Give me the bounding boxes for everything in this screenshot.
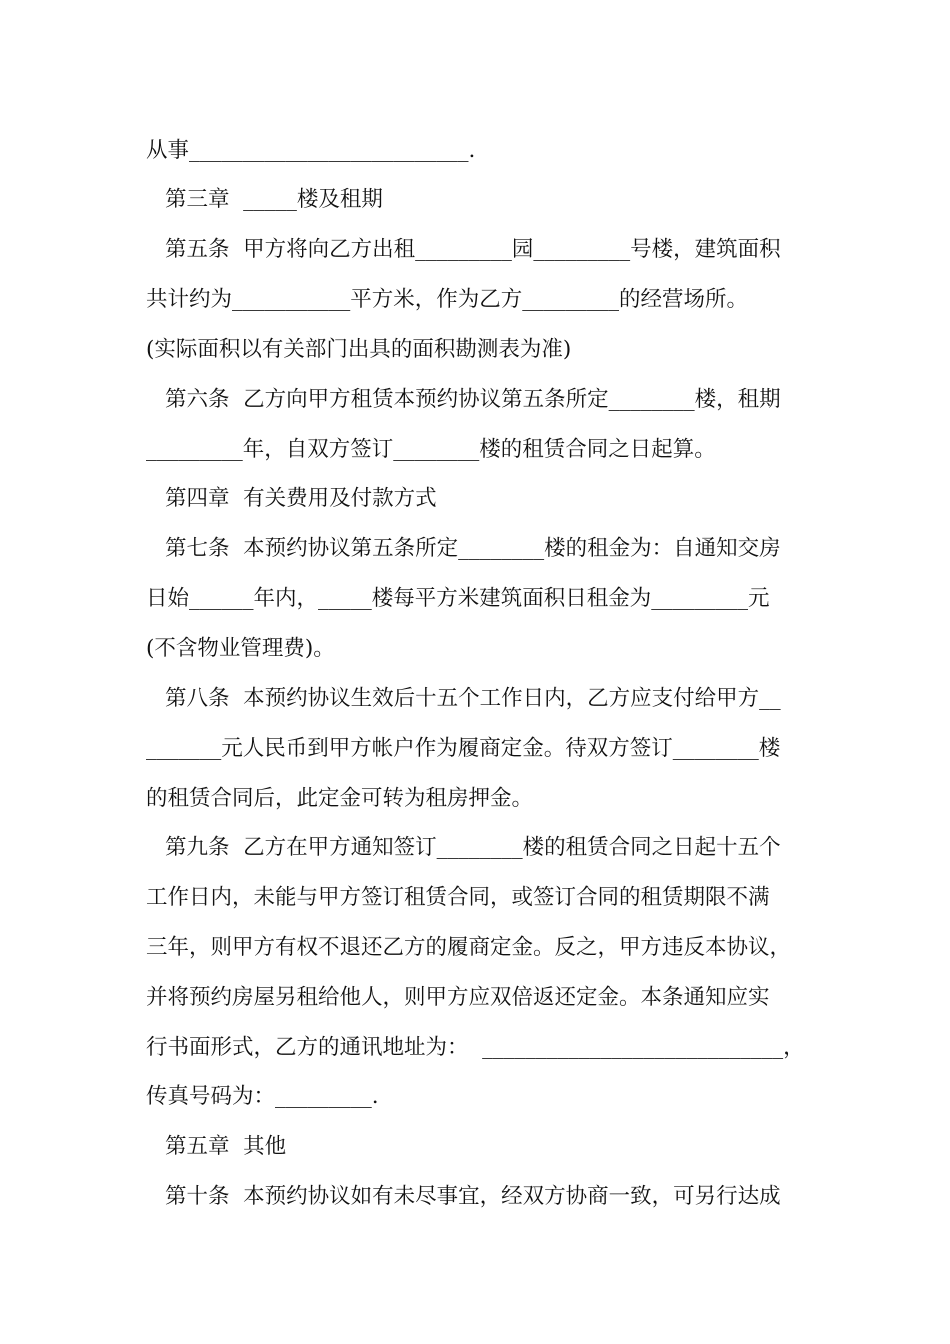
article-5-line-2: 共计约为___________平方米，作为乙方_________的经营场所。 bbox=[146, 287, 749, 312]
chapter-5-heading: 第五章 其他 bbox=[165, 1134, 287, 1159]
article-7-line-1: 第七条 本预约协议第五条所定________楼的租金为：自通知交房 bbox=[165, 536, 781, 561]
article-7-line-3: (不含物业管理费)。 bbox=[146, 636, 335, 661]
article-6-line-2: _________年，自双方签订________楼的租赁合同之日起算。 bbox=[146, 437, 716, 462]
article-9-line-2: 工作日内，未能与甲方签订租赁合同，或签订合同的租赁期限不满 bbox=[146, 885, 770, 910]
article-8-line-1: 第八条 本预约协议生效后十五个工作日内，乙方应支付给甲方__ bbox=[165, 686, 781, 711]
article-9-line-6: 传真号码为：_________. bbox=[146, 1084, 379, 1109]
article-5-line-1: 第五条 甲方将向乙方出租_________园_________号楼，建筑面积 bbox=[165, 237, 781, 262]
article-8-line-3: 的租赁合同后，此定金可转为租房押金。 bbox=[146, 786, 534, 811]
article-6-line-1: 第六条 乙方向甲方租赁本预约协议第五条所定________楼，租期 bbox=[165, 387, 781, 412]
chapter-3-heading: 第三章 _____楼及租期 bbox=[165, 187, 383, 212]
article-10-line-1: 第十条 本预约协议如有未尽事宜，经双方协商一致，可另行达成 bbox=[165, 1184, 781, 1209]
article-9-line-1: 第九条 乙方在甲方通知签订________楼的租赁合同之日起十五个 bbox=[165, 835, 781, 860]
article-8-line-2: _______元人民币到甲方帐户作为履商定金。待双方签订________楼 bbox=[146, 736, 781, 761]
text-line-1: 从事__________________________. bbox=[146, 138, 476, 163]
article-9-line-5: 行书面形式，乙方的通讯地址为： ____________________________， bbox=[146, 1035, 805, 1060]
article-5-line-3: (实际面积以有关部门出具的面积勘测表为准) bbox=[146, 337, 572, 362]
chapter-4-heading: 第四章 有关费用及付款方式 bbox=[165, 486, 437, 511]
article-9-line-3: 三年，则甲方有权不退还乙方的履商定金。反之，甲方违反本协议， bbox=[146, 935, 792, 960]
article-7-line-2: 日始______年内，_____楼每平方米建筑面积日租金为_________元 bbox=[146, 586, 770, 611]
article-9-line-4: 并将预约房屋另租给他人，则甲方应双倍返还定金。本条通知应实 bbox=[146, 985, 770, 1010]
